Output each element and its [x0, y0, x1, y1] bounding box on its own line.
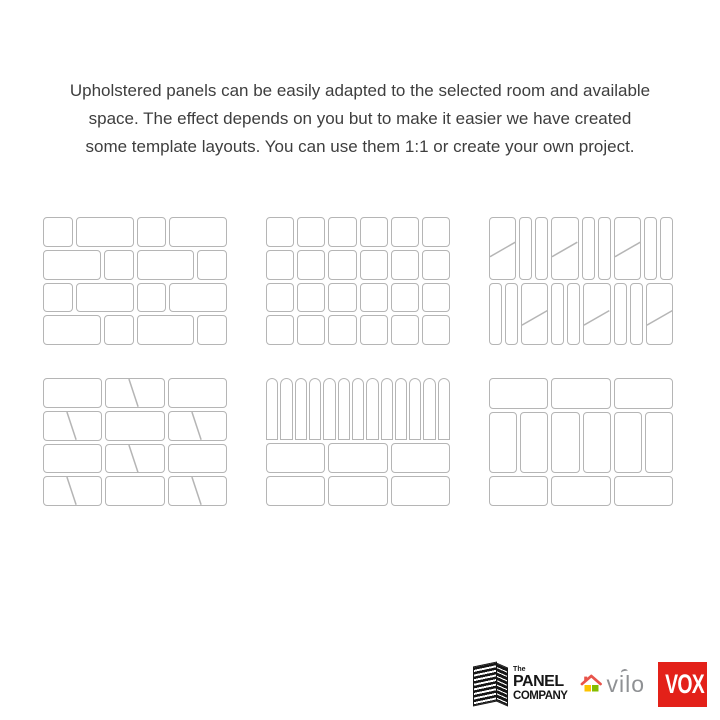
- panel: [614, 476, 673, 507]
- arched-panel: [352, 378, 364, 440]
- arched-panel: [381, 378, 393, 440]
- layout-diagram-framed-columns: [489, 378, 673, 506]
- panel-company-the: The: [513, 665, 526, 673]
- diagram-row: [489, 217, 673, 280]
- panel: [76, 283, 134, 313]
- panel: [297, 217, 325, 247]
- diagonal-seam-line: [44, 412, 101, 440]
- diagram-row: [43, 250, 227, 280]
- panel: [360, 283, 388, 313]
- panel: [266, 315, 294, 345]
- arched-panel: [280, 378, 292, 440]
- diagonal-seam-line: [522, 284, 547, 345]
- panel: [391, 217, 419, 247]
- diagonal-seam-line: [552, 218, 577, 279]
- panel-company-logo: [473, 660, 567, 708]
- panel: [328, 476, 387, 506]
- diagram-row: [266, 250, 450, 280]
- panel: [297, 283, 325, 313]
- panel: [328, 283, 356, 313]
- intro-line-2: space. The effect depends on you but to make it easier we have created: [88, 109, 632, 128]
- diagram-row: [489, 476, 673, 507]
- panel: [137, 315, 195, 345]
- diagram-row: [43, 217, 227, 247]
- diagram-row: [489, 412, 673, 473]
- layout-diagram-horizontal-slash: [43, 378, 227, 506]
- diagonal-seam-line: [584, 284, 609, 345]
- arched-panel: [295, 378, 307, 440]
- panel: [422, 217, 450, 247]
- panel: [489, 217, 516, 280]
- diagonal-seam-line: [44, 477, 101, 505]
- panel: [422, 315, 450, 345]
- panel: [43, 444, 102, 474]
- panel: [328, 250, 356, 280]
- panel: [391, 283, 419, 313]
- panel: [104, 315, 134, 345]
- panel: [551, 283, 564, 346]
- vilo-logo: [580, 670, 645, 697]
- panel: [391, 315, 419, 345]
- panel: [519, 217, 532, 280]
- panel: [104, 250, 134, 280]
- panel: [43, 283, 73, 313]
- panel: [583, 283, 610, 346]
- diagram-row: [266, 217, 450, 247]
- panel: [105, 444, 164, 474]
- layout-diagram-brick-bond: [43, 217, 227, 345]
- panel: [505, 283, 518, 346]
- layout-diagram-arched-slats: [266, 378, 450, 506]
- panel: [137, 217, 167, 247]
- panel: [197, 250, 227, 280]
- panel: [551, 217, 578, 280]
- panel: [551, 476, 610, 507]
- vox-logo: [658, 662, 707, 707]
- arched-panel: [423, 378, 435, 440]
- panel: [521, 283, 548, 346]
- panel: [43, 250, 101, 280]
- diagram-row: [266, 443, 450, 473]
- panel: [614, 378, 673, 409]
- panel: [583, 412, 611, 473]
- panel: [646, 283, 673, 346]
- panel: [520, 412, 548, 473]
- diagonal-seam-line: [169, 477, 226, 505]
- panel-stack-icon: [473, 660, 508, 708]
- vox-wordmark: VOX: [665, 668, 704, 699]
- intro-line-3: some template layouts. You can use them 1:1 or create your own project.: [85, 137, 635, 156]
- intro-text: [40, 77, 680, 161]
- diagram-row: [266, 315, 450, 345]
- panel-company-company: COMPANY: [513, 689, 568, 702]
- diagram-row: [266, 476, 450, 506]
- panel: [43, 411, 102, 441]
- panel: [489, 283, 502, 346]
- diagram-row: [43, 378, 227, 408]
- panel-company-panel: PANEL: [513, 672, 564, 690]
- panel: [197, 315, 227, 345]
- panel: [489, 476, 548, 507]
- diagram-row: [43, 411, 227, 441]
- panel: [644, 217, 657, 280]
- panel: [551, 378, 610, 409]
- diagonal-seam-line: [615, 218, 640, 279]
- diagonal-seam-line: [106, 379, 163, 407]
- arched-panel: [266, 378, 278, 440]
- panel: [645, 412, 673, 473]
- panel: [598, 217, 611, 280]
- panel: [360, 217, 388, 247]
- panel: [266, 283, 294, 313]
- panel: [614, 412, 642, 473]
- panel: [614, 217, 641, 280]
- panel: [360, 250, 388, 280]
- panel: [266, 250, 294, 280]
- panel: [422, 283, 450, 313]
- arched-panel: [309, 378, 321, 440]
- panel: [168, 378, 227, 408]
- panel: [391, 476, 450, 506]
- arched-panel: [438, 378, 450, 440]
- layout-templates-grid: [43, 217, 673, 506]
- diagram-row: [266, 378, 450, 440]
- vilo-house-icon: [580, 674, 603, 695]
- panel: [422, 250, 450, 280]
- panel: [168, 411, 227, 441]
- diagonal-seam-line: [106, 445, 163, 473]
- diagonal-seam-line: [169, 412, 226, 440]
- panel: [105, 378, 164, 408]
- panel: [297, 250, 325, 280]
- panel: [614, 283, 627, 346]
- panel: [297, 315, 325, 345]
- panel: [169, 217, 227, 247]
- panel: [168, 476, 227, 506]
- panel: [489, 378, 548, 409]
- panel: [360, 315, 388, 345]
- diagram-row: [489, 378, 673, 409]
- diagram-row: [43, 476, 227, 506]
- diagonal-seam-line: [490, 218, 515, 279]
- diagram-row: [43, 444, 227, 474]
- panel: [76, 217, 134, 247]
- panel: [168, 444, 227, 474]
- panel: [137, 250, 195, 280]
- panel: [137, 283, 167, 313]
- vilo-i-accent: [621, 668, 629, 675]
- panel: [105, 476, 164, 506]
- arched-panel: [338, 378, 350, 440]
- diagram-row: [489, 283, 673, 346]
- diagonal-seam-line: [647, 284, 672, 345]
- panel: [43, 217, 73, 247]
- vilo-wordmark: vilo: [606, 673, 645, 696]
- panel: [660, 217, 673, 280]
- panel: [630, 283, 643, 346]
- panel: [169, 283, 227, 313]
- panel: [43, 378, 102, 408]
- arched-panel: [395, 378, 407, 440]
- diagram-row: [43, 315, 227, 345]
- diagram-row: [266, 283, 450, 313]
- panel: [328, 315, 356, 345]
- panel: [266, 217, 294, 247]
- panel: [266, 443, 325, 473]
- panel: [266, 476, 325, 506]
- panel: [391, 250, 419, 280]
- arched-panel: [323, 378, 335, 440]
- panel: [328, 217, 356, 247]
- panel: [535, 217, 548, 280]
- diagram-row: [43, 283, 227, 313]
- panel: [551, 412, 579, 473]
- arched-panel: [409, 378, 421, 440]
- arched-panel: [366, 378, 378, 440]
- panel: [489, 412, 517, 473]
- panel: [43, 476, 102, 506]
- panel: [567, 283, 580, 346]
- layout-diagram-vertical-diagonal: [489, 217, 673, 345]
- layout-diagram-uniform-grid: [266, 217, 450, 345]
- panel: [105, 411, 164, 441]
- panel: [328, 443, 387, 473]
- panel: [43, 315, 101, 345]
- brand-logos: [473, 660, 707, 708]
- intro-line-1: Upholstered panels can be easily adapted to the selected room and available: [69, 81, 651, 100]
- panel: [391, 443, 450, 473]
- panel: [582, 217, 595, 280]
